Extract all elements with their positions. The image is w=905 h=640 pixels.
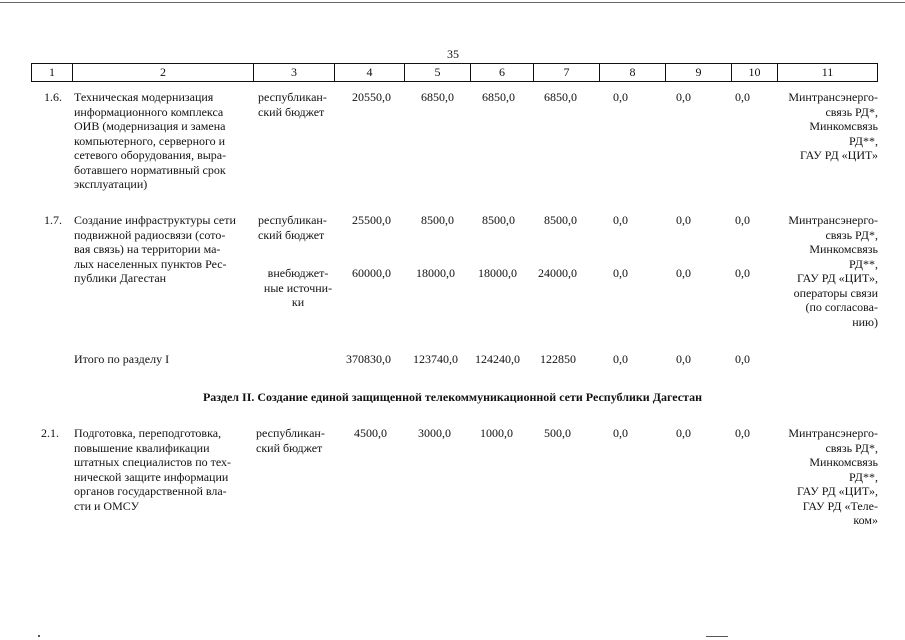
row-1-7-extra-value-y4: 0,0 xyxy=(613,266,628,280)
header-col-1: 1 xyxy=(32,64,73,82)
page-top-border xyxy=(0,2,905,3)
total-value-total: 370830,0 xyxy=(346,352,391,366)
row-1-7-extra-value-total: 60000,0 xyxy=(352,266,391,280)
executor-line: РД**, xyxy=(849,256,878,271)
row-1-6-description xyxy=(74,90,252,192)
source-line: ки xyxy=(291,295,305,309)
header-col-9: 9 xyxy=(666,64,732,82)
row-1-7-value-y6: 0,0 xyxy=(735,213,750,227)
row-1-6-number: 1.6. xyxy=(44,90,62,104)
desc-line: сти и ОМСУ xyxy=(74,498,140,513)
total-value-y1: 123740,0 xyxy=(413,352,458,366)
executor-line: РД**, xyxy=(849,469,878,484)
executor-line: связь РД*, xyxy=(825,227,878,242)
desc-line: повышение квалификации xyxy=(74,440,210,455)
row-2-1-number: 2.1. xyxy=(41,426,59,440)
executor-line: (по согласова- xyxy=(805,300,878,314)
source-line: ский бюджет xyxy=(258,104,325,119)
row-1-6-funding-source xyxy=(258,90,327,119)
row-1-7-value-y3: 8500,0 xyxy=(544,213,577,227)
desc-line: Подготовка, переподготовка, xyxy=(74,426,222,440)
source-line: республикан- xyxy=(258,213,327,227)
source-line: республикан- xyxy=(258,90,327,104)
desc-line: информационного комплекса xyxy=(74,104,224,119)
row-1-7-funding-source-1 xyxy=(258,213,327,242)
executor-line: ГАУ РД «Теле- xyxy=(802,498,878,513)
row-2-1-value-y5: 0,0 xyxy=(676,426,691,440)
desc-line: ОИВ (модернизация и замена xyxy=(74,119,226,133)
header-col-4: 4 xyxy=(335,64,405,82)
executor-line: нию) xyxy=(852,314,878,329)
row-1-6-value-y1: 6850,0 xyxy=(421,90,454,104)
row-1-7-number: 1.7. xyxy=(44,213,62,227)
total-value-y2: 124240,0 xyxy=(475,352,520,366)
section-ii-title: Раздел II. Создание единой защищенной телекоммуникационной сети Республики Дагестан xyxy=(202,390,703,404)
total-value-y6: 0,0 xyxy=(735,352,750,366)
desc-line: нической защите информации xyxy=(74,469,229,484)
desc-line: ботавшего нормативный срок xyxy=(74,162,226,177)
desc-line: лых населенных пунктов Рес- xyxy=(74,256,227,271)
executor-line: связь РД*, xyxy=(825,104,878,119)
total-value-y5: 0,0 xyxy=(676,352,691,366)
header-col-8: 8 xyxy=(600,64,666,82)
row-1-6-executors xyxy=(772,90,878,163)
row-1-7-extra-value-y3: 24000,0 xyxy=(538,266,577,280)
desc-line: штатных специалистов по тех- xyxy=(74,455,232,469)
header-col-2: 2 xyxy=(73,64,254,82)
desc-line: вая связь) на территории ма- xyxy=(74,242,221,256)
row-1-7-funding-source-2 xyxy=(258,266,338,310)
row-1-6-value-y4: 0,0 xyxy=(613,90,628,104)
desc-line: публики Дагестан xyxy=(74,271,167,285)
executor-line: ГАУ РД «ЦИТ», xyxy=(796,484,878,498)
row-2-1-value-y3: 500,0 xyxy=(544,426,571,440)
executor-line: Минтрансэнерго- xyxy=(788,90,878,104)
row-1-6-value-y2: 6850,0 xyxy=(482,90,515,104)
desc-line: эксплуатации) xyxy=(74,177,148,191)
row-2-1-value-y2: 1000,0 xyxy=(480,426,513,440)
row-1-7-value-y2: 8500,0 xyxy=(482,213,515,227)
source-line: внебюджет- xyxy=(267,266,329,280)
desc-line: сетевого оборудования, выра- xyxy=(74,148,227,162)
row-1-7-value-y1: 8500,0 xyxy=(421,213,454,227)
source-line: ные источни- xyxy=(263,280,333,295)
row-1-7-extra-value-y6: 0,0 xyxy=(735,266,750,280)
row-1-7-value-y4: 0,0 xyxy=(613,213,628,227)
row-1-6-value-y3: 6850,0 xyxy=(544,90,577,104)
source-line: республикан- xyxy=(256,426,325,440)
row-2-1-executors xyxy=(772,426,878,528)
table-header xyxy=(31,63,878,82)
total-value-y3: 122850 xyxy=(540,352,576,366)
executor-line: Минкомсвязь xyxy=(809,455,878,469)
executor-line: операторы связи xyxy=(793,285,878,300)
executor-line: связь РД*, xyxy=(825,440,878,455)
row-2-1-value-y6: 0,0 xyxy=(735,426,750,440)
row-2-1-description xyxy=(74,426,252,513)
executor-line: ГАУ РД «ЦИТ» xyxy=(799,148,878,162)
row-2-1-value-y1: 3000,0 xyxy=(418,426,451,440)
total-label: Итого по разделу I xyxy=(74,352,170,366)
row-1-6-value-y6: 0,0 xyxy=(735,90,750,104)
scan-speck xyxy=(38,635,40,637)
row-2-1-value-y4: 0,0 xyxy=(613,426,628,440)
executor-line: Минкомсвязь xyxy=(809,119,878,133)
row-1-6-value-y5: 0,0 xyxy=(676,90,691,104)
header-col-6: 6 xyxy=(471,64,534,82)
desc-line: подвижной радиосвязи (сото- xyxy=(74,227,226,242)
total-value-y4: 0,0 xyxy=(613,352,628,366)
executor-line: РД**, xyxy=(849,133,878,148)
executor-line: ГАУ РД «ЦИТ», xyxy=(796,271,878,285)
row-1-7-extra-value-y5: 0,0 xyxy=(676,266,691,280)
header-col-11: 11 xyxy=(778,64,878,82)
desc-line: компьютерного, серверного и xyxy=(74,133,226,148)
executor-line: Минкомсвязь xyxy=(809,242,878,256)
row-1-6-value-total: 20550,0 xyxy=(352,90,391,104)
page-number: 35 xyxy=(447,47,459,61)
scan-speck xyxy=(706,636,728,637)
executor-line: Минтрансэнерго- xyxy=(788,426,878,440)
desc-line: Техническая модернизация xyxy=(74,90,214,104)
header-col-5: 5 xyxy=(405,64,471,82)
row-1-7-extra-value-y1: 18000,0 xyxy=(416,266,455,280)
header-col-3: 3 xyxy=(254,64,335,82)
row-1-7-extra-value-y2: 18000,0 xyxy=(478,266,517,280)
executor-line: Минтрансэнерго- xyxy=(788,213,878,227)
row-1-7-value-total: 25500,0 xyxy=(352,213,391,227)
header-col-10: 10 xyxy=(732,64,778,82)
header-col-7: 7 xyxy=(534,64,600,82)
desc-line: органов государственной вла- xyxy=(74,484,227,498)
row-1-7-executors xyxy=(772,213,878,329)
desc-line: Создание инфраструктуры сети xyxy=(74,213,236,227)
row-2-1-value-total: 4500,0 xyxy=(354,426,387,440)
row-1-7-value-y5: 0,0 xyxy=(676,213,691,227)
row-2-1-funding-source xyxy=(256,426,325,455)
source-line: ский бюджет xyxy=(258,227,325,242)
executor-line: ком» xyxy=(853,513,878,527)
header-row xyxy=(32,64,878,82)
source-line: ский бюджет xyxy=(256,440,323,455)
row-1-7-description xyxy=(74,213,252,286)
